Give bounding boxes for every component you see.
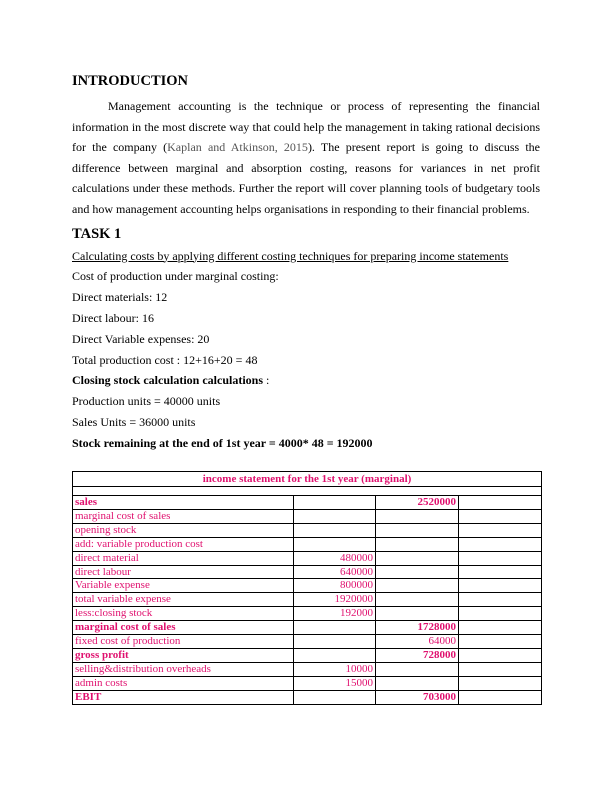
row-total-value: 64000	[376, 635, 459, 649]
row-empty-cell	[459, 593, 542, 607]
table-row	[73, 621, 542, 635]
row-subtotal-value	[294, 648, 376, 662]
row-label: marginal cost of sales	[73, 509, 294, 523]
table-row	[73, 648, 542, 662]
row-label: direct labour	[73, 565, 294, 579]
row-total-value	[376, 607, 459, 621]
row-total-value	[376, 565, 459, 579]
row-empty-cell	[459, 690, 542, 704]
income-statement-table	[72, 471, 542, 705]
row-label: marginal cost of sales	[73, 621, 294, 635]
table-row	[73, 593, 542, 607]
cost-line-heading: Cost of production under marginal costing:	[72, 269, 279, 284]
closing-stock-rest: :	[263, 373, 270, 388]
row-subtotal-value	[294, 635, 376, 649]
row-empty-cell	[459, 662, 542, 676]
row-empty-cell	[459, 551, 542, 565]
row-subtotal-value: 640000	[294, 565, 376, 579]
table-row	[73, 690, 542, 704]
row-label: less:closing stock	[73, 607, 294, 621]
introduction-heading: INTRODUCTION	[72, 73, 189, 89]
row-total-value	[376, 579, 459, 593]
table-spacer-row	[73, 487, 542, 496]
closing-stock-heading	[72, 370, 540, 391]
intro-text-part2: ). The present report is going to discuss the difference between marginal and absorption costing, reasons for variances in net profit calculations under these methods. Further the report will cover planning tools of budgetary tools and how management accounting helps organisations in responding to their financial problems.	[72, 140, 540, 216]
sales-units-line: Sales Units = 36000 units	[72, 414, 196, 429]
table-row	[73, 509, 542, 523]
row-empty-cell	[459, 676, 542, 690]
row-subtotal-value	[294, 690, 376, 704]
table-spacer-cell	[73, 487, 542, 496]
table-row	[73, 662, 542, 676]
row-total-value: 2520000	[376, 496, 459, 510]
table-row	[73, 537, 542, 551]
row-total-value: 703000	[376, 690, 459, 704]
table-row	[73, 579, 542, 593]
row-total-value	[376, 593, 459, 607]
row-label: direct material	[73, 551, 294, 565]
row-empty-cell	[459, 648, 542, 662]
row-empty-cell	[459, 607, 542, 621]
row-subtotal-value: 480000	[294, 551, 376, 565]
row-empty-cell	[459, 537, 542, 551]
row-subtotal-value: 1920000	[294, 593, 376, 607]
row-total-value	[376, 676, 459, 690]
row-total-value: 728000	[376, 648, 459, 662]
production-units-line: Production units = 40000 units	[72, 394, 221, 409]
row-label: sales	[73, 496, 294, 510]
row-label: Variable expense	[73, 579, 294, 593]
row-label: fixed cost of production	[73, 635, 294, 649]
table-row	[73, 635, 542, 649]
task1-heading: TASK 1	[72, 225, 122, 242]
cost-line-direct-labour: Direct labour: 16	[72, 310, 154, 325]
row-total-value	[376, 551, 459, 565]
row-total-value: 1728000	[376, 621, 459, 635]
table-row	[73, 565, 542, 579]
row-empty-cell	[459, 621, 542, 635]
row-label: total variable expense	[73, 593, 294, 607]
table-row	[73, 496, 542, 510]
row-subtotal-value: 10000	[294, 662, 376, 676]
row-label: opening stock	[73, 523, 294, 537]
introduction-paragraph	[72, 96, 540, 220]
row-total-value	[376, 523, 459, 537]
row-subtotal-value	[294, 537, 376, 551]
row-subtotal-value	[294, 496, 376, 510]
row-empty-cell	[459, 496, 542, 510]
document-body	[72, 72, 540, 454]
row-total-value	[376, 537, 459, 551]
intro-citation: Kaplan and Atkinson, 2015	[167, 140, 308, 155]
task1-subtitle: Calculating costs by applying different costing techniques for preparing income statements	[72, 248, 509, 263]
row-empty-cell	[459, 635, 542, 649]
row-label: add: variable production cost	[73, 537, 294, 551]
table-row	[73, 607, 542, 621]
row-empty-cell	[459, 565, 542, 579]
income-statement-body	[73, 472, 542, 705]
row-subtotal-value: 192000	[294, 607, 376, 621]
row-subtotal-value	[294, 621, 376, 635]
cost-line-total: Total production cost : 12+16+20 = 48	[72, 352, 258, 367]
row-empty-cell	[459, 509, 542, 523]
row-label: admin costs	[73, 676, 294, 690]
row-label: gross profit	[73, 648, 294, 662]
intro-text-part1: Management accounting is the technique or process of representing the financial information in the most discrete way that could help the management in taking rational decisions for the company (	[72, 99, 540, 155]
row-subtotal-value	[294, 509, 376, 523]
row-total-value	[376, 662, 459, 676]
cost-line-direct-materials: Direct materials: 12	[72, 290, 168, 305]
table-title-row	[73, 472, 542, 487]
row-subtotal-value	[294, 523, 376, 537]
row-label: selling&distribution overheads	[73, 662, 294, 676]
row-subtotal-value: 800000	[294, 579, 376, 593]
row-label: EBIT	[73, 690, 294, 704]
table-row	[73, 676, 542, 690]
row-total-value	[376, 509, 459, 523]
row-empty-cell	[459, 523, 542, 537]
income-statement-title: income statement for the 1st year (marginal)	[73, 472, 542, 487]
row-subtotal-value: 15000	[294, 676, 376, 690]
table-row	[73, 523, 542, 537]
row-empty-cell	[459, 579, 542, 593]
cost-line-direct-variable-expenses: Direct Variable expenses: 20	[72, 331, 210, 346]
table-row	[73, 551, 542, 565]
closing-stock-bold: Closing stock calculation calculations	[72, 373, 264, 388]
stock-remaining-line: Stock remaining at the end of 1st year = 4000* 48 = 192000	[72, 435, 373, 450]
